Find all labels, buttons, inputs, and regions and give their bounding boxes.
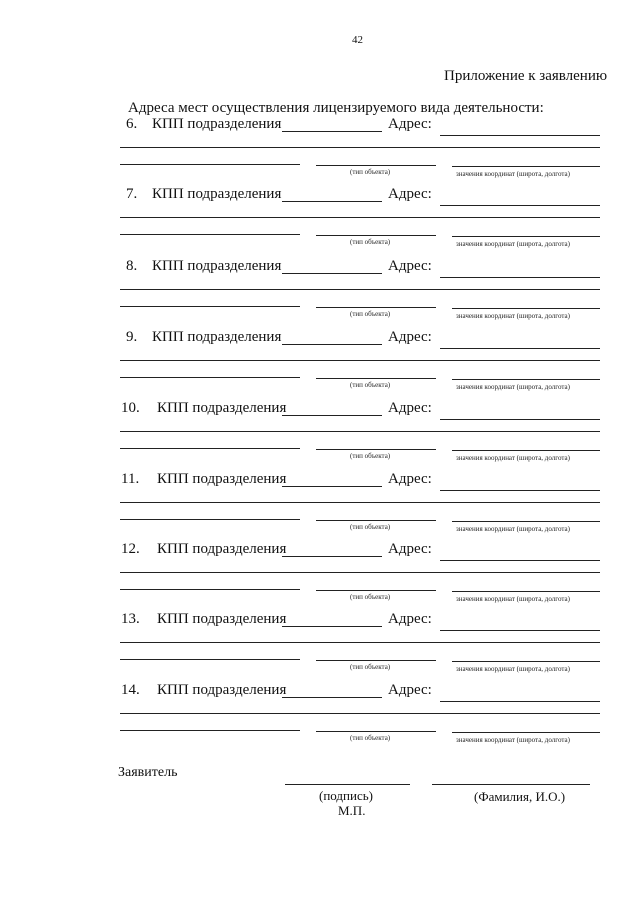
coordinates-caption: значения координат (широта, долгота) bbox=[456, 240, 570, 248]
address-field-line-2[interactable] bbox=[120, 360, 600, 361]
address-field-line-2[interactable] bbox=[120, 502, 600, 503]
coordinates-caption: значения координат (широта, долгота) bbox=[456, 383, 570, 391]
object-type-caption: (тип объекта) bbox=[350, 168, 391, 176]
coordinates-field[interactable] bbox=[452, 236, 600, 237]
object-type-field[interactable] bbox=[316, 165, 436, 166]
address-field-line-3[interactable] bbox=[120, 448, 300, 449]
address-field-line-3[interactable] bbox=[120, 519, 300, 520]
kpp-label: КПП подразделения bbox=[157, 400, 287, 416]
address-field-line-2[interactable] bbox=[120, 431, 600, 432]
name-line[interactable] bbox=[432, 784, 590, 785]
kpp-label: КПП подразделения bbox=[157, 611, 287, 627]
kpp-field[interactable] bbox=[282, 626, 382, 627]
entry-number: 12. bbox=[121, 541, 140, 557]
address-label: Адрес: bbox=[388, 116, 432, 132]
coordinates-field[interactable] bbox=[452, 166, 600, 167]
coordinates-field[interactable] bbox=[452, 450, 600, 451]
coordinates-caption: значения координат (широта, долгота) bbox=[456, 525, 570, 533]
address-label: Адрес: bbox=[388, 329, 432, 345]
entry-number: 7. bbox=[126, 186, 138, 202]
coordinates-field[interactable] bbox=[452, 521, 600, 522]
object-type-caption: (тип объекта) bbox=[350, 238, 391, 246]
object-type-caption: (тип объекта) bbox=[350, 452, 391, 460]
address-field-line-2[interactable] bbox=[120, 642, 600, 643]
entry-number: 11. bbox=[121, 471, 140, 487]
object-type-field[interactable] bbox=[316, 590, 436, 591]
address-label: Адрес: bbox=[388, 186, 432, 202]
address-field-line-3[interactable] bbox=[120, 164, 300, 165]
signature-line[interactable] bbox=[285, 784, 410, 785]
object-type-caption: (тип объекта) bbox=[350, 381, 391, 389]
address-field-line-1[interactable] bbox=[440, 490, 600, 491]
address-field-line-3[interactable] bbox=[120, 659, 300, 660]
kpp-label: КПП подразделения bbox=[157, 471, 287, 487]
kpp-field[interactable] bbox=[282, 201, 382, 202]
coordinates-caption: значения координат (широта, долгота) bbox=[456, 665, 570, 673]
object-type-field[interactable] bbox=[316, 378, 436, 379]
address-label: Адрес: bbox=[388, 541, 432, 557]
object-type-field[interactable] bbox=[316, 520, 436, 521]
kpp-field[interactable] bbox=[282, 556, 382, 557]
entry-number: 8. bbox=[126, 258, 138, 274]
coordinates-caption: значения координат (широта, долгота) bbox=[456, 312, 570, 320]
object-type-caption: (тип объекта) bbox=[350, 734, 391, 742]
coordinates-field[interactable] bbox=[452, 379, 600, 380]
address-field-line-1[interactable] bbox=[440, 560, 600, 561]
object-type-caption: (тип объекта) bbox=[350, 593, 391, 601]
object-type-caption: (тип объекта) bbox=[350, 663, 391, 671]
kpp-field[interactable] bbox=[282, 697, 382, 698]
entry-number: 6. bbox=[126, 116, 138, 132]
appendix-title: Приложение к заявлению bbox=[444, 68, 608, 84]
address-field-line-2[interactable] bbox=[120, 147, 600, 148]
address-field-line-3[interactable] bbox=[120, 306, 300, 307]
kpp-label: КПП подразделения bbox=[152, 186, 282, 202]
coordinates-caption: значения координат (широта, долгота) bbox=[456, 454, 570, 462]
address-field-line-1[interactable] bbox=[440, 630, 600, 631]
address-field-line-3[interactable] bbox=[120, 234, 300, 235]
object-type-field[interactable] bbox=[316, 235, 436, 236]
entry-number: 10. bbox=[121, 400, 140, 416]
object-type-field[interactable] bbox=[316, 449, 436, 450]
coordinates-field[interactable] bbox=[452, 308, 600, 309]
kpp-label: КПП подразделения bbox=[157, 682, 287, 698]
address-field-line-1[interactable] bbox=[440, 419, 600, 420]
coordinates-caption: значения координат (широта, долгота) bbox=[456, 170, 570, 178]
address-field-line-2[interactable] bbox=[120, 217, 600, 218]
address-field-line-1[interactable] bbox=[440, 135, 600, 136]
entry-number: 13. bbox=[121, 611, 140, 627]
coordinates-caption: значения координат (широта, долгота) bbox=[456, 736, 570, 744]
kpp-field[interactable] bbox=[282, 344, 382, 345]
address-field-line-3[interactable] bbox=[120, 589, 300, 590]
applicant-label: Заявитель bbox=[118, 765, 178, 780]
address-field-line-3[interactable] bbox=[120, 377, 300, 378]
kpp-field[interactable] bbox=[282, 486, 382, 487]
coordinates-field[interactable] bbox=[452, 732, 600, 733]
address-label: Адрес: bbox=[388, 682, 432, 698]
object-type-field[interactable] bbox=[316, 660, 436, 661]
entry-number: 14. bbox=[121, 682, 140, 698]
name-caption: (Фамилия, И.О.) bbox=[474, 789, 566, 804]
address-field-line-1[interactable] bbox=[440, 277, 600, 278]
kpp-field[interactable] bbox=[282, 273, 382, 274]
kpp-field[interactable] bbox=[282, 131, 382, 132]
address-field-line-1[interactable] bbox=[440, 701, 600, 702]
intro-heading: Адреса мест осуществления лицензируемого вида деятельности: bbox=[128, 100, 544, 116]
page-number: 42 bbox=[352, 34, 363, 46]
kpp-label: КПП подразделения bbox=[152, 258, 282, 274]
address-field-line-2[interactable] bbox=[120, 572, 600, 573]
object-type-field[interactable] bbox=[316, 307, 436, 308]
address-field-line-3[interactable] bbox=[120, 730, 300, 731]
address-label: Адрес: bbox=[388, 471, 432, 487]
address-label: Адрес: bbox=[388, 400, 432, 416]
coordinates-caption: значения координат (широта, долгота) bbox=[456, 595, 570, 603]
address-field-line-1[interactable] bbox=[440, 348, 600, 349]
entry-number: 9. bbox=[126, 329, 138, 345]
kpp-label: КПП подразделения bbox=[152, 329, 282, 345]
kpp-label: КПП подразделения bbox=[152, 116, 282, 132]
object-type-field[interactable] bbox=[316, 731, 436, 732]
address-field-line-1[interactable] bbox=[440, 205, 600, 206]
address-label: Адрес: bbox=[388, 611, 432, 627]
object-type-caption: (тип объекта) bbox=[350, 523, 391, 531]
stamp-caption: М.П. bbox=[338, 803, 366, 818]
signature-caption: (подпись) bbox=[319, 788, 373, 803]
coordinates-field[interactable] bbox=[452, 661, 600, 662]
kpp-label: КПП подразделения bbox=[157, 541, 287, 557]
coordinates-field[interactable] bbox=[452, 591, 600, 592]
kpp-field[interactable] bbox=[282, 415, 382, 416]
address-field-line-2[interactable] bbox=[120, 289, 600, 290]
address-label: Адрес: bbox=[388, 258, 432, 274]
address-field-line-2[interactable] bbox=[120, 713, 600, 714]
object-type-caption: (тип объекта) bbox=[350, 310, 391, 318]
